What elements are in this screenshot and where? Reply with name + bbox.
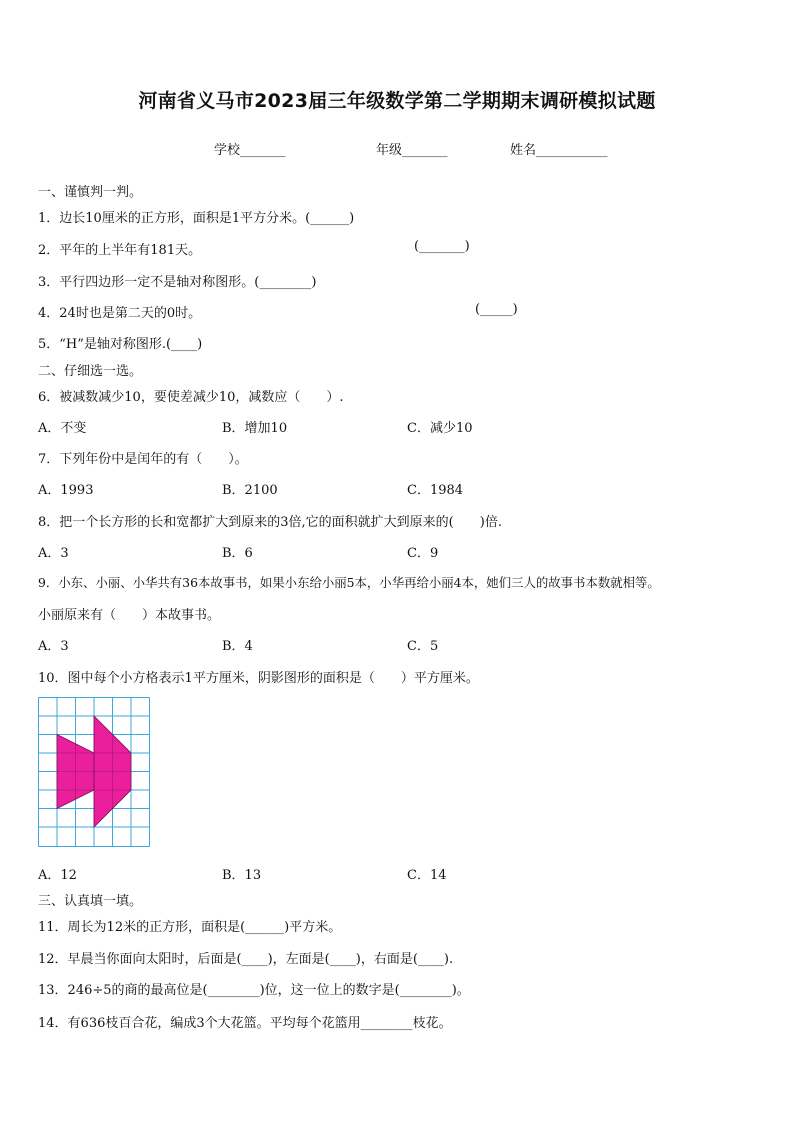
q8-option-c: C．9 — [407, 546, 439, 561]
question-9-line-2: 小丽原来有（ ）本故事书。 — [38, 608, 221, 623]
q6-option-b: B．增加10 — [222, 421, 288, 436]
question-13: 13．246÷5的商的最高位是(________)位，这一位上的数字是(________)。 — [38, 983, 470, 998]
question-7: 7．下列年份中是闰年的有（ ）。 — [38, 452, 248, 467]
grade-field: 年级_______ — [376, 143, 448, 158]
question-11: 11．周长为12米的正方形，面积是(______)平方米。 — [38, 920, 342, 935]
question-2-blank: (_______) — [414, 239, 470, 254]
school-field: 学校_______ — [214, 143, 286, 158]
question-3: 3．平行四边形一定不是轴对称图形。(________) — [38, 275, 317, 290]
question-14: 14．有636枝百合花，编成3个大花篮。平均每个花篮用________枝花。 — [38, 1016, 452, 1031]
question-4-blank: (_____) — [475, 302, 518, 317]
q7-option-c: C．1984 — [407, 483, 464, 498]
q9-option-c: C．5 — [407, 639, 439, 654]
question-12: 12．早晨当你面向太阳时，后面是(____)，左面是(____)，右面是(____). — [38, 952, 454, 967]
q10-option-c: C．14 — [407, 868, 447, 883]
q8-option-a: A．3 — [38, 546, 69, 561]
section-2-heading: 二、仔细选一选。 — [38, 364, 143, 379]
q6-option-a: A．不变 — [38, 421, 87, 436]
question-9-line-1: 9．小东、小丽、小华共有36本故事书，如果小东给小丽5本，小华再给小丽4本，她们三人的故事书本数就相等。 — [38, 575, 660, 590]
question-1: 1．边长10厘米的正方形，面积是1平方分米。(______) — [38, 211, 355, 226]
q6-option-c: C．减少10 — [407, 421, 473, 436]
question-8: 8．把一个长方形的长和宽都扩大到原来的3倍,它的面积就扩大到原来的( )倍. — [38, 515, 502, 530]
q10-option-a: A．12 — [38, 868, 77, 883]
question-5: 5．“H”是轴对称图形.(____) — [38, 337, 203, 352]
section-1-heading: 一、谨慎判一判。 — [38, 185, 143, 200]
q9-option-a: A．3 — [38, 639, 69, 654]
shaded-grid-figure — [38, 697, 150, 847]
q7-option-b: B．2100 — [222, 483, 278, 498]
q9-option-b: B．4 — [222, 639, 253, 654]
q7-option-a: A．1993 — [38, 483, 94, 498]
question-4: 4．24时也是第二天的0时。 — [38, 306, 202, 321]
q8-option-b: B．6 — [222, 546, 253, 561]
section-3-heading: 三、认真填一填。 — [38, 894, 143, 909]
question-6: 6．被减数减少10，要使差减少10，减数应（ ）. — [38, 390, 344, 405]
page-title: 河南省义马市2023届三年级数学第二学期期末调研模拟试题 — [138, 90, 656, 112]
question-2: 2．平年的上半年有181天。 — [38, 243, 202, 258]
q10-option-b: B．13 — [222, 868, 262, 883]
question-10: 10．图中每个小方格表示1平方厘米，阴影图形的面积是（ ）平方厘米。 — [38, 671, 479, 686]
name-field: 姓名___________ — [510, 143, 608, 158]
